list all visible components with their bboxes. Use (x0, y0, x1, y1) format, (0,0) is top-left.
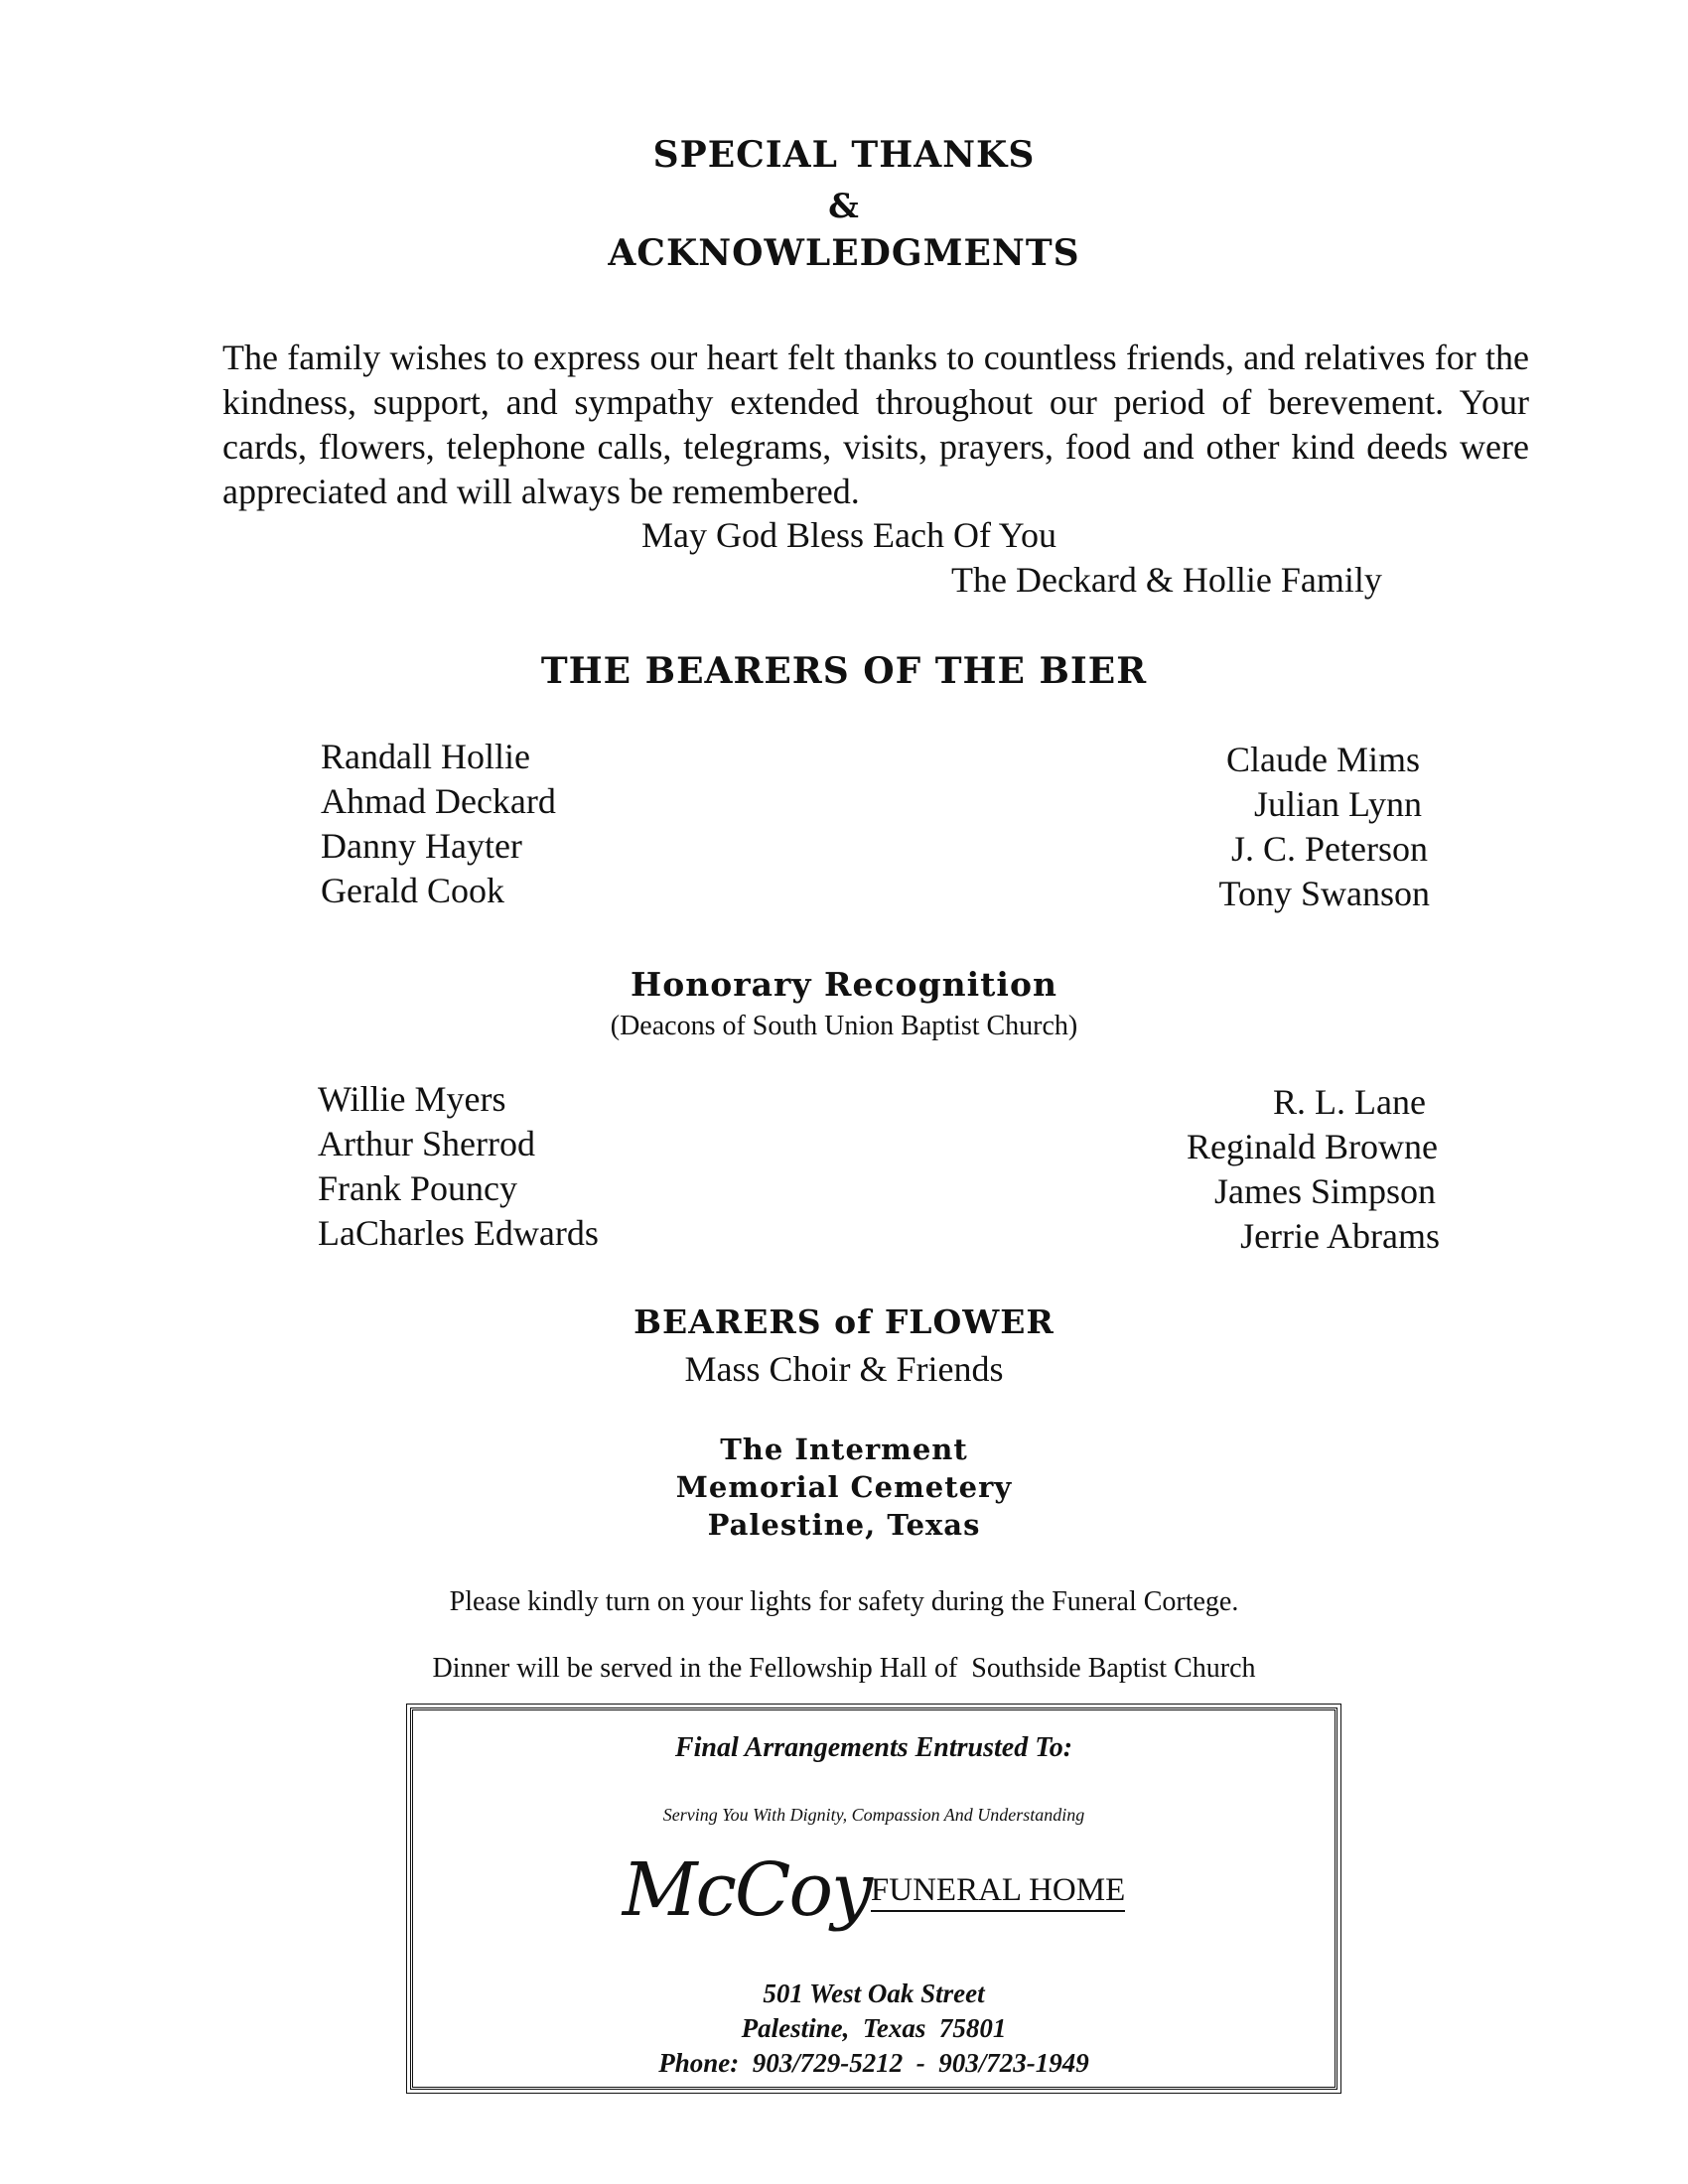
acknowledgment-paragraph: The family wishes to express our heart felt thanks to countless friends, and relatives for the kindness, support, and sympathy extended throughout our period of berevement. Your cards, flowers, telephone calls, telegrams, visits, prayers, food and other kind deeds were appreciated and will always be remembered. (222, 338, 1529, 511)
address-street: 501 West Oak Street (763, 1979, 985, 2008)
list-item: Ahmad Deckard (321, 781, 556, 821)
family-signature: The Deckard & Hollie Family (951, 560, 1382, 600)
section-title-bearers-of-flower: BEARERS of FLOWER (633, 1302, 1055, 1341)
list-item: Randall Hollie (321, 737, 530, 776)
honorary-right-list (1142, 1080, 1440, 1259)
dinner-notice: Dinner will be served in the Fellowship Hall of Southside Baptist Church (432, 1653, 1256, 1684)
lights-notice: Please kindly turn on your lights for safety during the Funeral Cortege. (449, 1586, 1239, 1617)
list-item: James Simpson (1213, 1171, 1436, 1211)
entrusted-heading: Final Arrangements Entrusted To: (674, 1732, 1073, 1763)
section-title-honorary: Honorary Recognition (631, 965, 1057, 1004)
honorary-subtitle: (Deacons of South Union Baptist Church) (610, 1011, 1078, 1041)
list-item: Arthur Sherrod (318, 1124, 535, 1163)
title-special-thanks: SPECIAL THANKS (652, 134, 1036, 176)
list-item: Frank Pouncy (318, 1168, 517, 1208)
funeral-home-tagline: Serving You With Dignity, Compassion And Understanding (662, 1805, 1085, 1825)
title-ampersand: & (828, 187, 860, 226)
funeral-home-logo (413, 1847, 1335, 1933)
list-item: J. C. Peterson (1231, 829, 1428, 869)
honorary-left-list (318, 1077, 599, 1256)
interment-title: The Interment (720, 1433, 968, 1466)
address-city: Palestine, Texas 75801 (741, 2013, 1007, 2043)
interment-location: Palestine, Texas (707, 1508, 981, 1542)
list-item: Reginald Browne (1187, 1127, 1438, 1166)
title-acknowledgments: ACKNOWLEDGMENTS (608, 232, 1080, 274)
blessing-line: May God Bless Each Of You (641, 515, 1056, 555)
bier-bearers-right-list (1132, 738, 1430, 916)
list-item: R. L. Lane (1273, 1082, 1426, 1122)
logo-text: FUNERAL HOME (871, 1872, 1125, 1912)
list-item: Tony Swanson (1218, 874, 1430, 913)
section-title-bearers-of-bier: THE BEARERS OF THE BIER (540, 650, 1148, 692)
list-item: Gerald Cook (321, 871, 504, 910)
list-item: Willie Myers (318, 1079, 506, 1119)
list-item: Claude Mims (1226, 740, 1420, 779)
flower-bearers-names: Mass Choir & Friends (684, 1349, 1004, 1389)
list-item: Jerrie Abrams (1240, 1216, 1440, 1256)
interment-cemetery: Memorial Cemetery (675, 1470, 1013, 1504)
list-item: Danny Hayter (321, 826, 522, 866)
logo-script: McCoy (622, 1847, 871, 1933)
list-item: LaCharles Edwards (318, 1213, 599, 1253)
phone-numbers: Phone: 903/729-5212 - 903/723-1949 (658, 2048, 1089, 2078)
funeral-home-box (410, 1707, 1337, 2090)
bier-bearers-left-list (321, 735, 556, 913)
list-item: Julian Lynn (1254, 784, 1422, 824)
